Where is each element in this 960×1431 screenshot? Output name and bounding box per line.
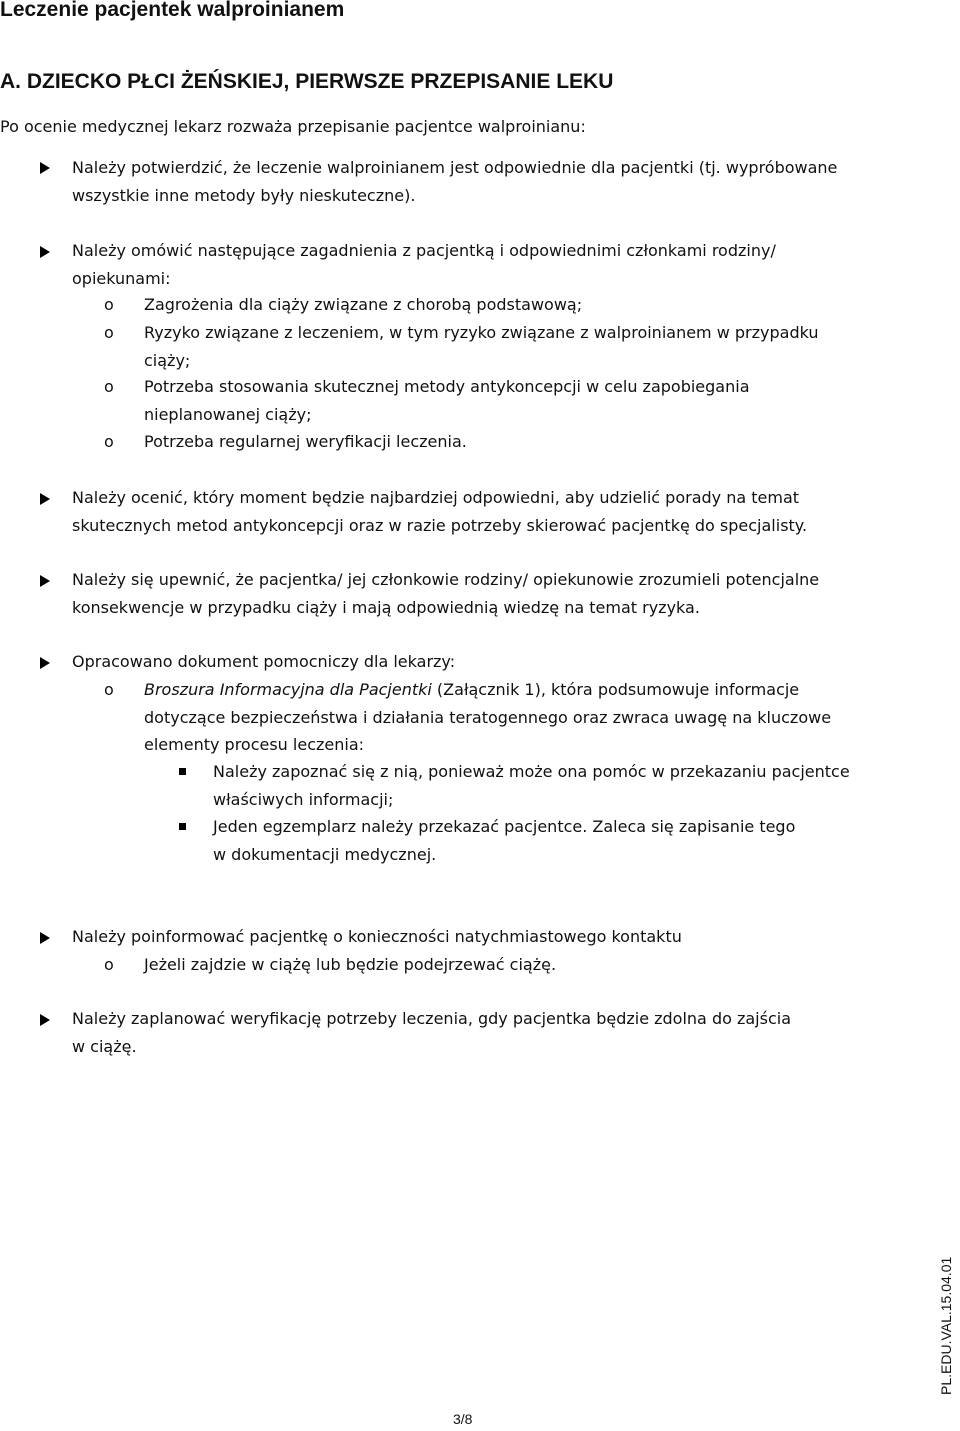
- section-heading: A. DZIECKO PŁCI ŻEŃSKIEJ, PIERWSZE PRZEPISANIE LEKU: [0, 70, 614, 93]
- circle-bullet-icon: o: [104, 377, 114, 396]
- list-item: Należy omówić następujące zagadnienia z pacjentką i odpowiednimi członkami rodziny/ opiekunami:: [72, 241, 776, 288]
- sub-list-item: Broszura Informacyjna dla Pacjentki (Załącznik 1), która podsumowuje informacje dotyczące bezpieczeństwa i działania teratogennego oraz zwraca uwagę na kluczowe elementy procesu leczenia:: [144, 680, 832, 754]
- arrow-bullet-icon: [40, 493, 50, 505]
- arrow-bullet-icon: [40, 932, 50, 944]
- intro-text: Po ocenie medycznej lekarz rozważa przepisanie pacjentce walproinianu:: [0, 117, 586, 136]
- arrow-bullet-icon: [40, 575, 50, 587]
- arrow-bullet-icon: [40, 1014, 50, 1026]
- sub-sub-list-item: Należy zapoznać się z nią, ponieważ może ona pomóc w przekazaniu pacjentce właściwych informacji;: [213, 762, 850, 809]
- circle-bullet-icon: o: [104, 323, 114, 342]
- page-number: 3/8: [453, 1411, 473, 1427]
- document-code: PL.EDU.VAL.15.04.01: [938, 1256, 954, 1395]
- circle-bullet-icon: o: [104, 955, 114, 974]
- sub-list-item: Potrzeba stosowania skutecznej metody antykoncepcji w celu zapobiegania nieplanowanej ciąży;: [144, 377, 750, 424]
- sub-list-item: Jeżeli zajdzie w ciążę lub będzie podejrzewać ciążę.: [144, 955, 557, 974]
- list-item: Należy ocenić, który moment będzie najbardziej odpowiedni, aby udzielić porady na temat skutecznych metod antykoncepcji oraz w razie potrzeby skierować pacjentkę do specjalisty.: [72, 488, 808, 535]
- arrow-bullet-icon: [40, 246, 50, 258]
- document-reference: Broszura Informacyjna dla Pacjentki: [144, 680, 432, 699]
- list-item: Należy poinformować pacjentkę o konieczności natychmiastowego kontaktu: [72, 927, 682, 946]
- page-title: Leczenie pacjentek walproinianem: [0, 0, 345, 21]
- list-item: Należy się upewnić, że pacjentka/ jej członkowie rodziny/ opiekunowie zrozumieli potencjalne konsekwencje w przypadku ciąży i mają odpowiednią wiedzę na temat ryzyka.: [72, 570, 820, 617]
- circle-bullet-icon: o: [104, 295, 114, 314]
- sub-list-item: Potrzeba regularnej weryfikacji leczenia.: [144, 432, 467, 451]
- circle-bullet-icon: o: [104, 432, 114, 451]
- arrow-bullet-icon: [40, 657, 50, 669]
- list-item: Należy potwierdzić, że leczenie walproinianem jest odpowiednie dla pacjentki (tj. wypróbowane wszystkie inne metody były nieskuteczne).: [72, 158, 838, 205]
- sub-list-item: Zagrożenia dla ciąży związane z chorobą podstawową;: [144, 295, 583, 314]
- arrow-bullet-icon: [40, 162, 50, 174]
- list-item: Należy zaplanować weryfikację potrzeby leczenia, gdy pacjentka będzie zdolna do zajścia w ciążę.: [72, 1009, 791, 1056]
- sub-list-item: Ryzyko związane z leczeniem, w tym ryzyko związane z walproinianem w przypadku ciąży;: [144, 323, 819, 370]
- square-bullet-icon: [179, 768, 186, 775]
- circle-bullet-icon: o: [104, 680, 114, 699]
- sub-sub-list-item: Jeden egzemplarz należy przekazać pacjentce. Zaleca się zapisanie tego w dokumentacji medycznej.: [213, 817, 796, 864]
- list-item: Opracowano dokument pomocniczy dla lekarzy:: [72, 652, 456, 671]
- square-bullet-icon: [179, 823, 186, 830]
